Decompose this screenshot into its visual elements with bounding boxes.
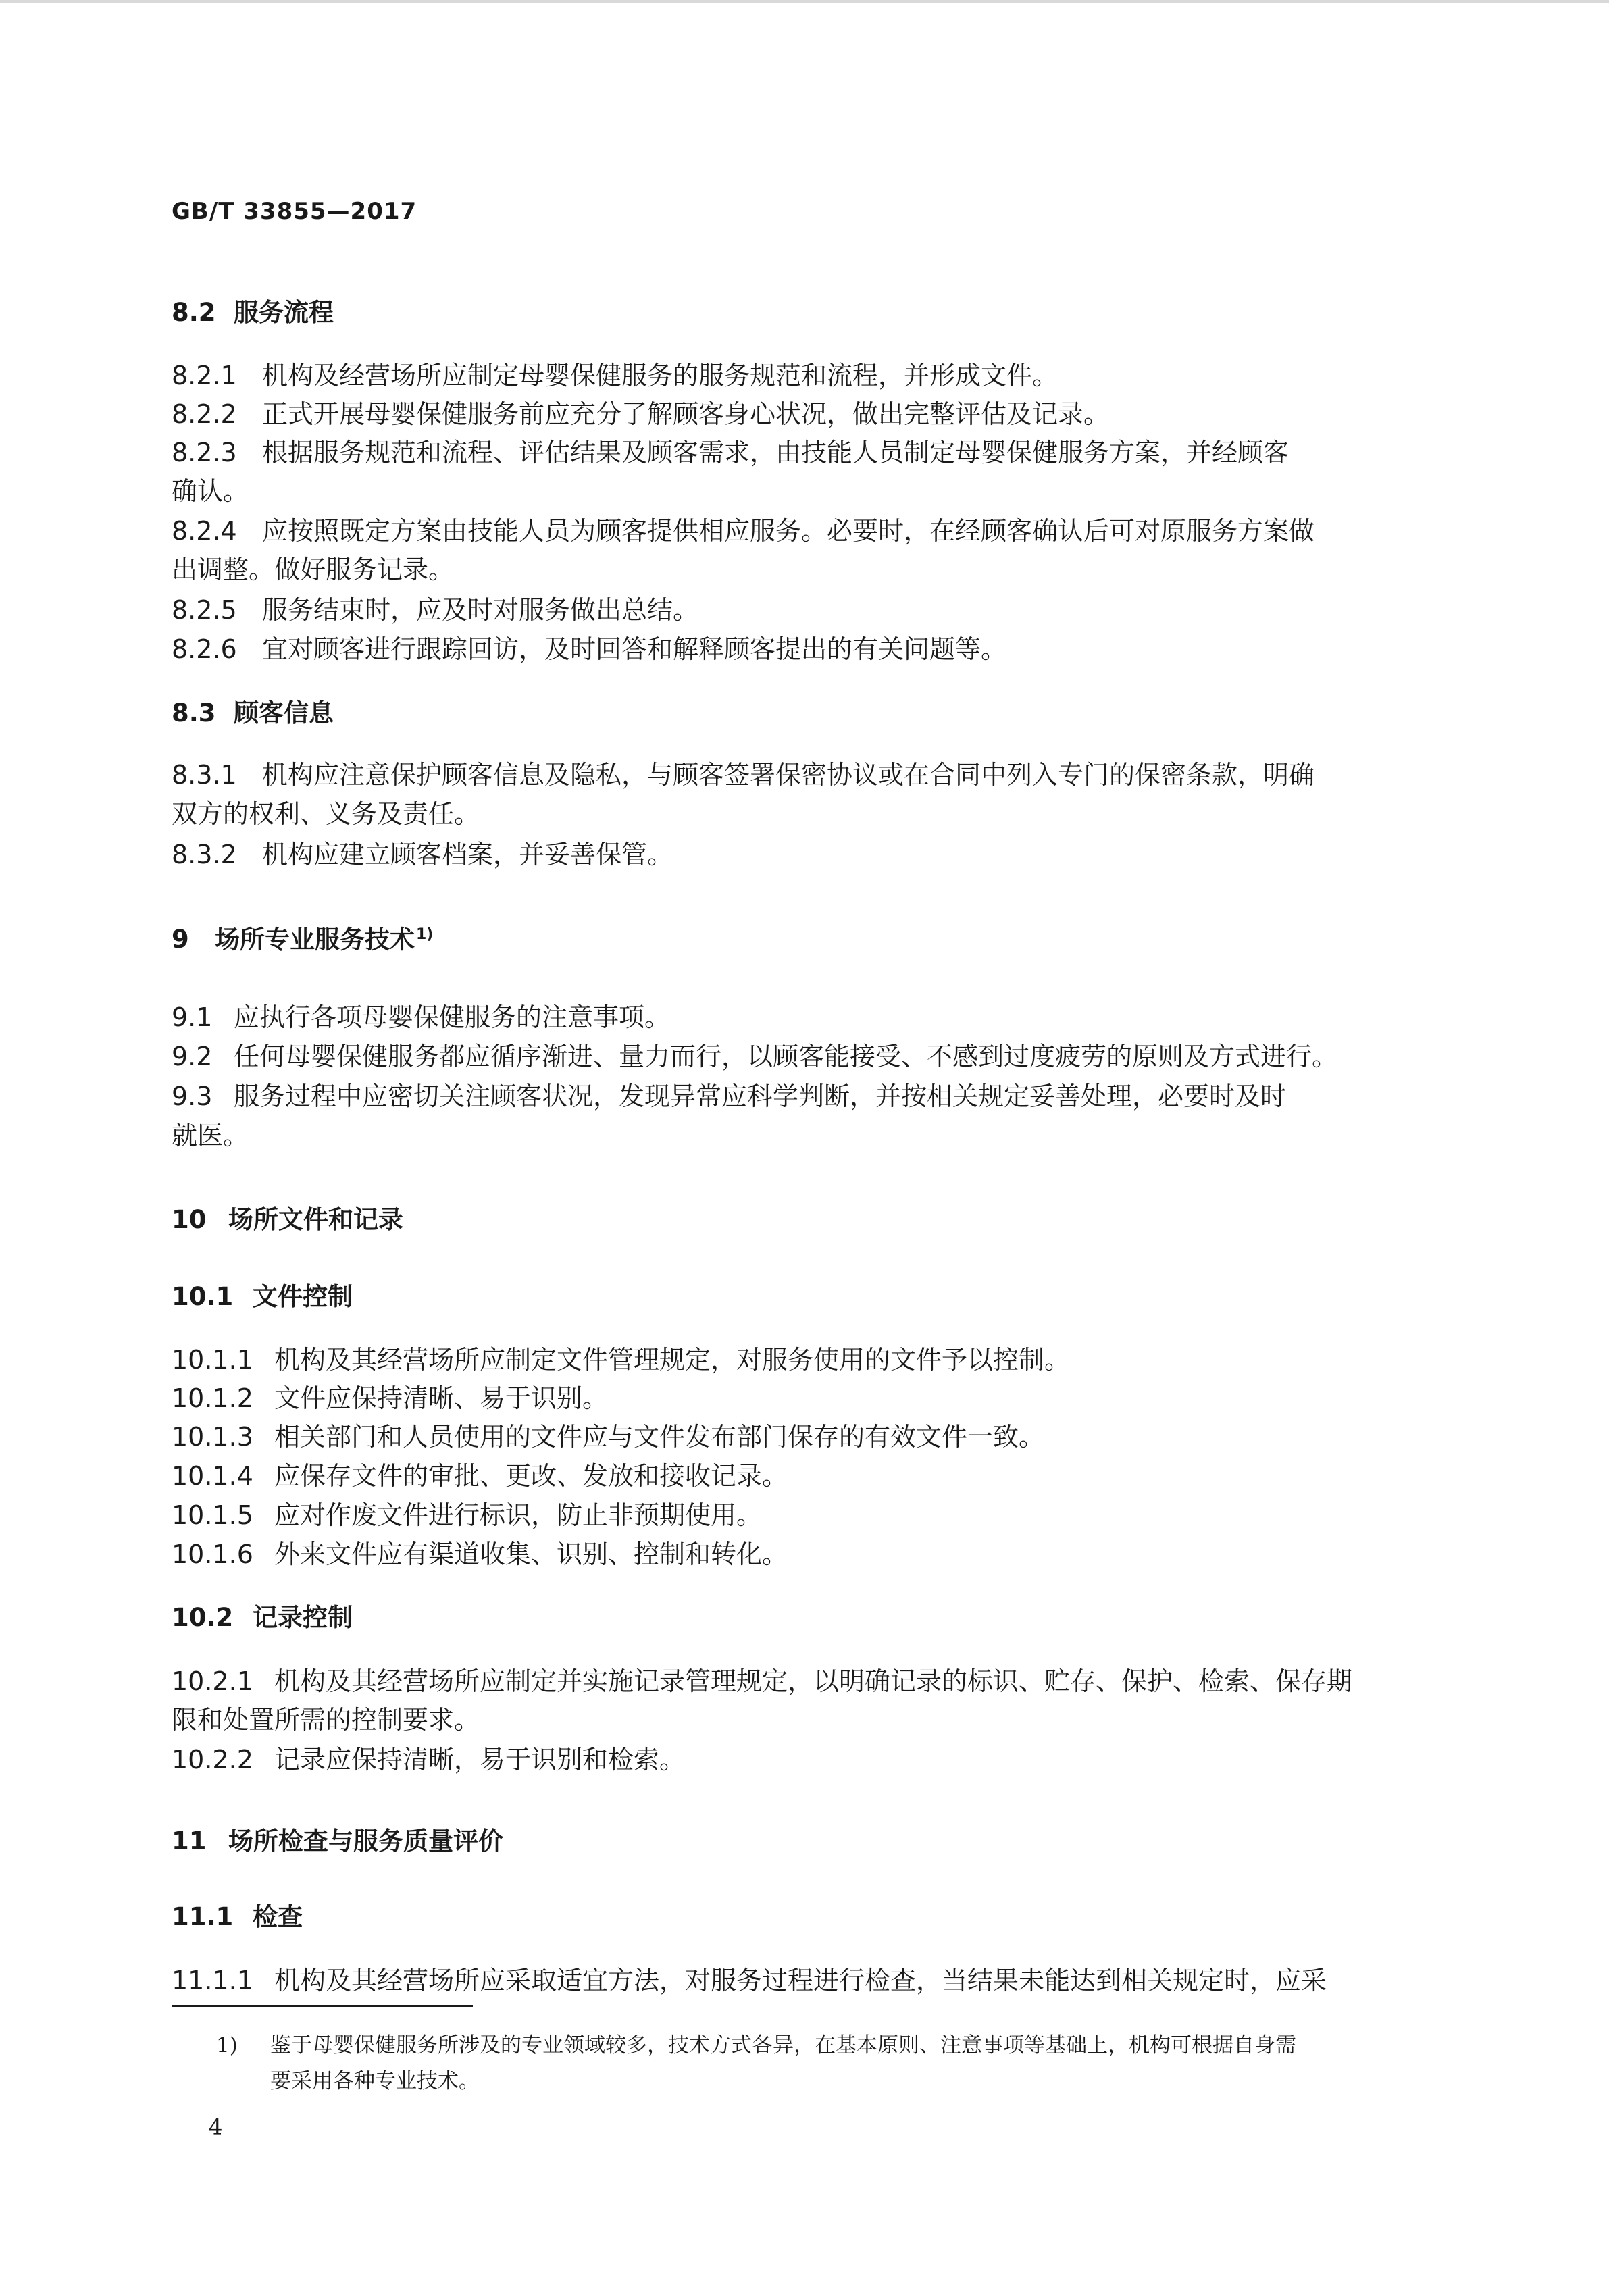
heading-8-3: [172, 694, 1427, 733]
clause-number: 10.1.4: [172, 1461, 253, 1491]
clause-9-3: [172, 1077, 1427, 1116]
heading-title: 场所检查与服务质量评价: [228, 1827, 503, 1856]
clause-8-3-1: [172, 755, 1427, 794]
heading-title: 记录控制: [253, 1603, 353, 1632]
clause-number: 11: [172, 1827, 207, 1856]
clause-text: 记录应保持清晰，易于识别和检索。: [274, 1745, 686, 1775]
clause-8-2-3: [172, 433, 1427, 472]
clause-text: 文件应保持清晰、易于识别。: [274, 1383, 609, 1413]
heading-title: 服务流程: [234, 298, 334, 327]
clause-number: 9.1: [172, 1002, 213, 1032]
standard-id: GB/T 33855—2017: [172, 198, 417, 225]
clause-number: 10.1: [172, 1282, 234, 1311]
heading-11: [172, 1822, 1427, 1861]
clause-text: 根据服务规范和流程、评估结果及顾客需求，由技能人员制定母婴保健服务方案，并经顾客: [262, 438, 1289, 467]
clause-number: 10: [172, 1205, 207, 1234]
heading-10-2: [172, 1598, 1427, 1637]
clause-10-2-1: [172, 1662, 1427, 1701]
clause-8-2-5: [172, 590, 1427, 630]
clause-number: 8.2.5: [172, 595, 237, 625]
clause-9-3-cont: 就医。: [172, 1121, 249, 1150]
clause-number: 10.1.1: [172, 1345, 253, 1375]
page-number: 4: [209, 2114, 223, 2140]
clause-8-2-6: [172, 630, 1427, 669]
clause-text: 应保存文件的审批、更改、发放和接收记录。: [274, 1461, 788, 1491]
clause-number: 8.2.3: [172, 438, 237, 467]
footnote-number: 1): [216, 2033, 238, 2058]
clause-number: 10.2: [172, 1603, 234, 1632]
clause-number: 8.2: [172, 298, 216, 327]
clause-number: 8.2.1: [172, 361, 237, 390]
clause-text: 应对作废文件进行标识，防止非预期使用。: [274, 1500, 763, 1530]
heading-10-1: [172, 1277, 1427, 1317]
clause-text: 应按照既定方案由技能人员为顾客提供相应服务。必要时，在经顾客确认后可对原服务方案做: [262, 516, 1315, 546]
clause-8-2-1: [172, 356, 1427, 395]
clause-number: 10.1.5: [172, 1500, 253, 1530]
heading-11-1: [172, 1897, 1427, 1937]
clause-text: 机构及其经营场所应制定文件管理规定，对服务使用的文件予以控制。: [274, 1345, 1071, 1375]
heading-9: [172, 915, 1427, 959]
clause-text: 相关部门和人员使用的文件应与文件发布部门保存的有效文件一致。: [274, 1422, 1045, 1452]
clause-8-3-2: [172, 835, 1427, 874]
clause-text: 机构及其经营场所应制定并实施记录管理规定，以明确记录的标识、贮存、保护、检索、保存期: [274, 1666, 1353, 1696]
clause-text: 服务结束时，应及时对服务做出总结。: [262, 595, 699, 625]
clause-10-1-2: [172, 1379, 1427, 1418]
clause-10-1-1: [172, 1340, 1427, 1379]
clause-text: 应执行各项母婴保健服务的注意事项。: [234, 1002, 671, 1032]
clause-text: 机构及经营场所应制定母婴保健服务的服务规范和流程，并形成文件。: [262, 361, 1058, 390]
clause-number: 9.3: [172, 1081, 213, 1111]
clause-number: 8.2.4: [172, 516, 237, 546]
clause-text: 外来文件应有渠道收集、识别、控制和转化。: [274, 1539, 788, 1569]
clause-8-2-3-cont: 确认。: [172, 476, 249, 506]
clause-number: 10.2.1: [172, 1666, 253, 1696]
clause-8-3-1-cont: 双方的权利、义务及责任。: [172, 799, 480, 829]
clause-10-1-5: [172, 1496, 1427, 1535]
clause-9-1: [172, 998, 1427, 1037]
heading-title: 检查: [253, 1902, 303, 1931]
clause-number: 10.1.3: [172, 1422, 253, 1452]
clause-number: 10.2.2: [172, 1745, 253, 1775]
clause-number: 11.1: [172, 1902, 234, 1931]
clause-number: 9.2: [172, 1042, 213, 1071]
clause-10-1-3: [172, 1417, 1427, 1456]
clause-10-1-4: [172, 1456, 1427, 1496]
clause-10-2-2: [172, 1740, 1427, 1779]
clause-number: 11.1.1: [172, 1966, 253, 1995]
clause-number: 9: [172, 925, 189, 954]
heading-title: 场所文件和记录: [228, 1205, 403, 1234]
clause-8-2-4-cont: 出调整。做好服务记录。: [172, 555, 455, 584]
clause-number: 8.2.6: [172, 634, 237, 664]
clause-number: 8.3: [172, 698, 216, 728]
clause-number: 10.1.2: [172, 1383, 253, 1413]
clause-11-1-1: [172, 1961, 1427, 2000]
clause-text: 机构及其经营场所应采取适宜方法，对服务过程进行检查，当结果未能达到相关规定时，应采: [274, 1966, 1327, 1995]
clause-number: 10.1.6: [172, 1539, 253, 1569]
clause-text: 宜对顾客进行跟踪回访，及时回答和解释顾客提出的有关问题等。: [262, 634, 1007, 664]
heading-title: 场所专业服务技术: [215, 925, 415, 954]
clause-10-2-1-cont: 限和处置所需的控制要求。: [172, 1705, 480, 1735]
clause-8-2-2: [172, 394, 1427, 434]
clause-10-1-6: [172, 1535, 1427, 1574]
footnote-reference[interactable]: 1): [416, 926, 434, 943]
clause-text: 正式开展母婴保健服务前应充分了解顾客身心状况，做出完整评估及记录。: [262, 399, 1110, 429]
clause-8-2-4: [172, 511, 1427, 551]
footnote-separator: [172, 2005, 473, 2007]
clause-9-2: [172, 1037, 1427, 1076]
clause-text: 服务过程中应密切关注顾客状况，发现异常应科学判断，并按相关规定妥善处理，必要时及时: [234, 1081, 1287, 1111]
footnote-text: 鉴于母婴保健服务所涉及的专业领域较多，技术方式各异，在基本原则、注意事项等基础上，机构可根据自身需: [270, 2033, 1296, 2058]
heading-10: [172, 1200, 1427, 1240]
clause-number: 8.2.2: [172, 399, 237, 429]
clause-number: 8.3.2: [172, 840, 237, 869]
heading-8-2: [172, 293, 1427, 332]
footnote-text: 要采用各种专业技术。: [270, 2069, 480, 2093]
clause-text: 任何母婴保健服务都应循序渐进、量力而行，以顾客能接受、不感到过度疲劳的原则及方式进行。: [234, 1042, 1338, 1071]
clause-number: 8.3.1: [172, 760, 237, 790]
clause-text: 机构应注意保护顾客信息及隐私，与顾客签署保密协议或在合同中列入专门的保密条款，明确: [262, 760, 1315, 790]
heading-title: 文件控制: [253, 1282, 353, 1311]
clause-text: 机构应建立顾客档案，并妥善保管。: [262, 840, 673, 869]
heading-title: 顾客信息: [234, 698, 334, 728]
